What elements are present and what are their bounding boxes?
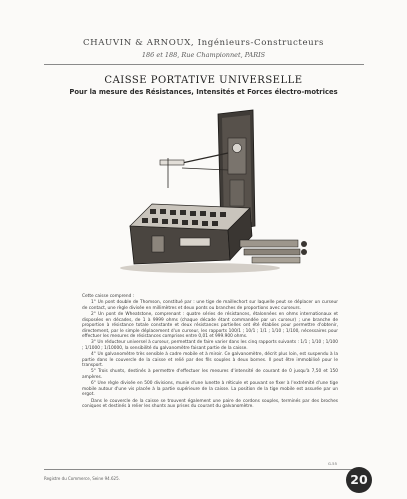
company-address: 186 et 188, Rue Championnet, PARIS xyxy=(141,51,266,59)
paragraph-item: 6° Une règle divisée en 500 divisions, munie d'une lunette à réticule et pouvant se fixer à l'extrémité d'une tige mobile autour d'une vis placée à la partie supérieure de la caisse. La position de la tige mobile est assurée par un ergot. xyxy=(82,381,338,398)
paragraph-item: Dans le couvercle de la caisse se trouvent également une paire de cordons souples, terminés par des broches coniques et destinés à relier les shunts aux prises du courant du galvanomètre. xyxy=(82,398,338,410)
paragraph-intro: Cette caisse comprend : xyxy=(82,294,135,299)
document-reference: G.55 xyxy=(328,461,337,466)
header-divider xyxy=(44,64,364,65)
description-text xyxy=(82,294,338,410)
registry-note: Registre du Commerce, Seine 94.625. xyxy=(44,476,120,481)
page-number-badge xyxy=(346,467,372,493)
page-title: CAISSE PORTATIVE UNIVERSELLE xyxy=(104,75,303,86)
paragraph-item: 1° Un pont double de Thomson, constitué par : une tige de maillechort sur laquelle peut se déplacer un curseur de contact, une règle divisée en millimètres et deux ponts ou branches de proportions avec curseurs. xyxy=(82,300,338,311)
paragraph-item: 4° Un galvanomètre très sensible à cadre mobile et à miroir. Ce galvanomètre, décrit plus loin, est suspendu à la partie dans le couvercle de la caisse et relié par des fils souples à deux bornes. Il peut être immobilisé pour le transport. xyxy=(82,352,338,369)
paragraph-item: 2° Un pont de Wheatstone, comprenant : quatre séries de résistances, étalonnées en ohms internationaux et disposées en décades, de 1 à 9999 ohms (chaque décade étant commandée par un curseur) ; une branche de proportion à résistance totale constante et deux résistances partielles ont été établies pour permettre d'obtenir, directement, par le simple déplacement d'un curseur, les rapports 100/1 ; 10/1 ; 1/1 ; 1/10 ; 1/100, nécessaires pour effectuer les mesures de résistances comprises entre 0,01 et 999.900 ohms. xyxy=(82,312,338,340)
paragraph-item: 5° Trois shunts, destinés à permettre d'effectuer les mesures d'intensité de courant de 0 jusqu'à 7,50 et 150 ampères. xyxy=(82,369,338,380)
page-number: 20 xyxy=(350,472,368,487)
portable-case-illustration xyxy=(90,108,325,288)
paragraph-item: 3° Un réducteur universel à curseur, permettant de faire varier dans les cinq rapports suivants : 1/1 ; 1/10 ; 1/100 ; 1/1000 ; 1/10000, la sensibilité du galvanomètre faisant partie de la caisse. xyxy=(82,340,338,351)
company-name: CHAUVIN & ARNOUX, Ingénieurs-Constructeurs xyxy=(82,38,325,48)
page-subtitle: Pour la mesure des Résistances, Intensités et Forces électro-motrices xyxy=(69,88,338,96)
footer-divider xyxy=(44,469,364,470)
